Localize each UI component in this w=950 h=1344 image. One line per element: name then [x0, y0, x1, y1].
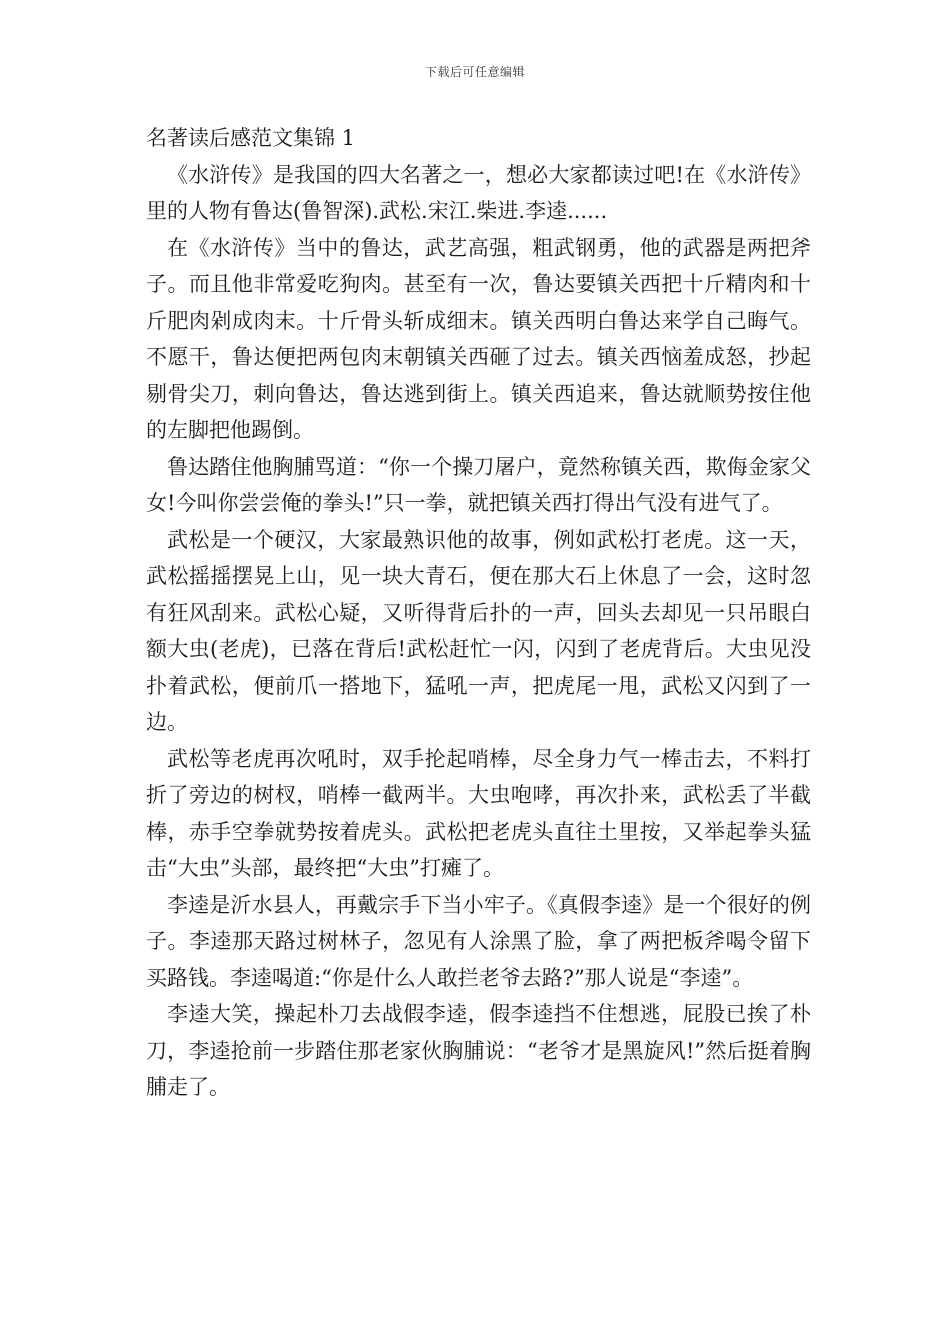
paragraph-likui-fight: 李逵大笑，操起朴刀去战假李逵，假李逵挡不住想逃，屁股已挨了朴刀，李逵抢前一步踏住那老家伙胸脯说：“老爷才是黑旋风!”然后挺着胸脯走了。: [146, 1002, 811, 1099]
paragraph-likui: 李逵是沂水县人，再戴宗手下当小牢子。《真假李逵》是一个很好的例子。李逵那天路过树林子，忽见有人涂黑了脸，拿了两把板斧喝令留下买路钱。李逵喝道:“你是什么人敢拦老爷去路?”那人说是“李逵”。: [146, 892, 811, 990]
page-header: 下载后可任意编辑: [424, 65, 525, 79]
paragraph-luda: 在《水浒传》当中的鲁达，武艺高强，粗武钢勇，他的武器是两把斧子。而且他非常爱吃狗肉。甚至有一次，鲁达要镇关西把十斤精肉和十斤肥肉剁成肉末。十斤骨头斩成细末。镇关西明白鲁达来学自己晦气。不愿干，鲁达便把两包肉末朝镇关西砸了过去。镇关西恼羞成怒，抄起剔骨尖刀，刺向鲁达，鲁达逃到街上。镇关西追来，鲁达就顺势按住他的左脚把他踢倒。: [146, 235, 811, 442]
paragraph-luda-punch: 鲁达踏住他胸脯骂道：“你一个操刀屠户，竟然称镇关西，欺侮金家父女!今叫你尝尝俺的拳头!”只一拳，就把镇关西打得出气没有进气了。: [146, 454, 811, 515]
paragraph-intro: 《水浒传》是我国的四大名著之一，想必大家都读过吧!在《水浒传》里的人物有鲁达(鲁智深).武松.宋江.柴进.李逵......: [146, 162, 811, 223]
document-body: [146, 120, 811, 1106]
paragraph-wusong: 武松是一个硬汉，大家最熟识他的故事，例如武松打老虎。这一天，武松摇摇摆晃上山，见一块大青石，便在那大石上休息了一会，这时忽有狂风刮来。武松心疑，又听得背后扑的一声，回头去却见一只吊眼白额大虫(老虎)，已落在背后!武松赶忙一闪，闪到了老虎背后。大虫见没扑着武松，便前爪一搭地下，猛吼一声，把虎尾一甩，武松又闪到了一边。: [146, 527, 811, 734]
document-title: 名著读后感范文集锦 1: [146, 126, 356, 150]
paragraph-wusong-fight: 武松等老虎再次吼时，双手抡起哨棒，尽全身力气一棒击去，不料打折了旁边的树杈，哨棒一截两半。大虫咆哮，再次扑来，武松丢了半截棒，赤手空拳就势按着虎头。武松把老虎头直往土里按，又举起拳头猛击“大虫”头部，最终把“大虫”打瘫了。: [146, 746, 811, 880]
